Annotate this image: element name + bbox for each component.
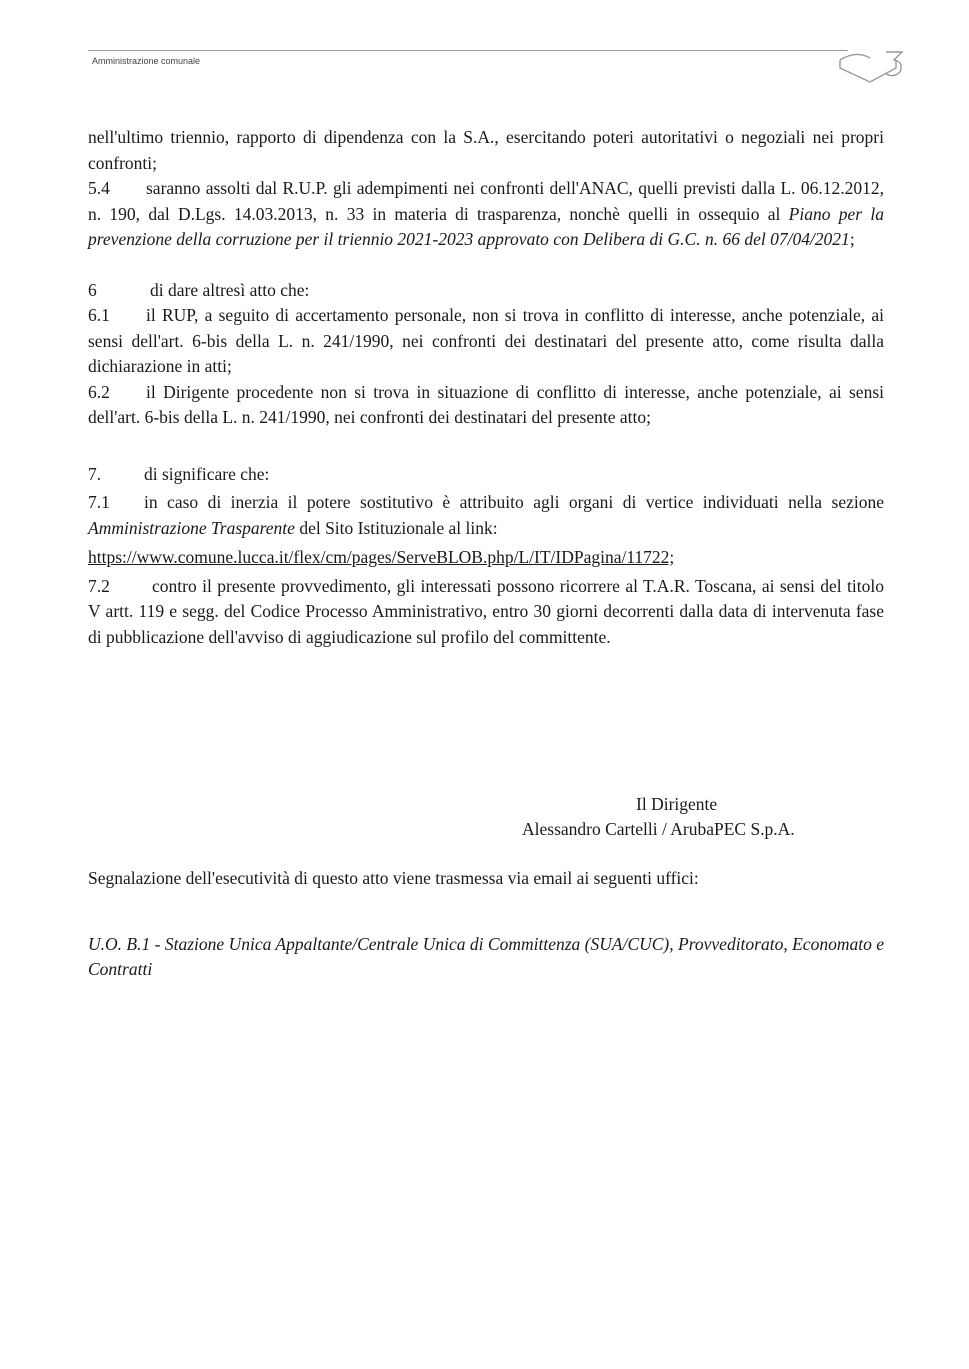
recipient-office: U.O. B.1 - Stazione Unica Appaltante/Centrale Unica di Committenza (SUA/CUC), Provveditorato, Economato e Contratti xyxy=(88,934,884,979)
paragraph-number: 6.2 xyxy=(88,381,110,402)
signature-title: Il Dirigente xyxy=(636,794,718,814)
signature-name: Alessandro Cartelli / ArubaPEC S.p.A. xyxy=(522,819,795,839)
header-label: Amministrazione comunale xyxy=(92,56,201,66)
paragraph-number: 6.1 xyxy=(88,305,110,325)
paragraph-number: 5.4 xyxy=(88,178,110,198)
paragraph-number: 7.2 xyxy=(88,575,110,596)
paragraph-7-1-link-line xyxy=(88,545,884,571)
header-rule xyxy=(88,50,848,51)
paragraph-6-2: 6.2 il Dirigente procedente non si trova in situazione di conflitto di interesse, anche potenziale, ai sensi dell'art. 6-bis della L. n. 241/1990, nei confronti dei destinatari del presente atto; xyxy=(88,381,884,427)
paragraph-number: 7.1 xyxy=(88,492,110,512)
distribution-notice: Segnalazione dell'esecutività di questo atto viene trasmessa via email ai seguenti uffici: xyxy=(88,868,699,888)
paragraph-7-1: 7.1 in caso di inerzia il potere sostitutivo è attribuito agli organi di vertice individuati nella sezione Amministrazione Trasparente del Sito Istituzionale al link: xyxy=(88,492,884,538)
paragraph-7-2: 7.2 contro il presente provvedimento, gli interessati possono ricorrere al T.A.R. Toscana, ai sensi del titolo V artt. 119 e segg. del Codice Processo Amministrativo, entro 30 giorni decorrenti dalla data di intervenuta fase di pubblicazione dell'avviso di aggiudicazione sul profilo del committente. xyxy=(88,575,884,647)
paragraph-number: 6 xyxy=(88,279,97,300)
paragraph-6-1: 6.1 il RUP, a seguito di accertamento personale, non si trova in conflitto di interesse, anche potenziale, ai sensi dell'art. 6-bis della L. n. 241/1990, nei confronti dei destinatari del presente atto, come risulta dalla dichiarazione in atti; xyxy=(88,305,884,376)
paragraph-number: 7. xyxy=(88,463,102,484)
municipal-logo-icon xyxy=(836,46,906,88)
transparency-link[interactable]: https://www.comune.lucca.it/flex/cm/pages/ServeBLOB.php/L/IT/IDPagina/11722; xyxy=(88,547,675,567)
paragraph-5-4: 5.4 saranno assolti dal R.U.P. gli adempimenti nei confronti dell'ANAC, quelli previsti dalla L. 06.12.2012, n. 190, dal D.Lgs. 14.03.2013, n. 33 in materia di trasparenza, nonchè quelli in ossequio al Piano per la prevenzione della corruzione per il triennio 2021-2023 approvato con Delibera di G.C. n. 66 del 07/04/2021; xyxy=(88,178,884,249)
paragraph-6: 6 di dare altresì atto che: xyxy=(88,278,884,304)
paragraph-7: 7. di significare che: xyxy=(88,462,884,488)
paragraph-continuation: nell'ultimo triennio, rapporto di dipendenza con la S.A., esercitando poteri autoritativi o negoziali nei propri confronti; xyxy=(88,127,884,173)
document-body xyxy=(88,125,884,650)
page-header xyxy=(88,50,908,90)
